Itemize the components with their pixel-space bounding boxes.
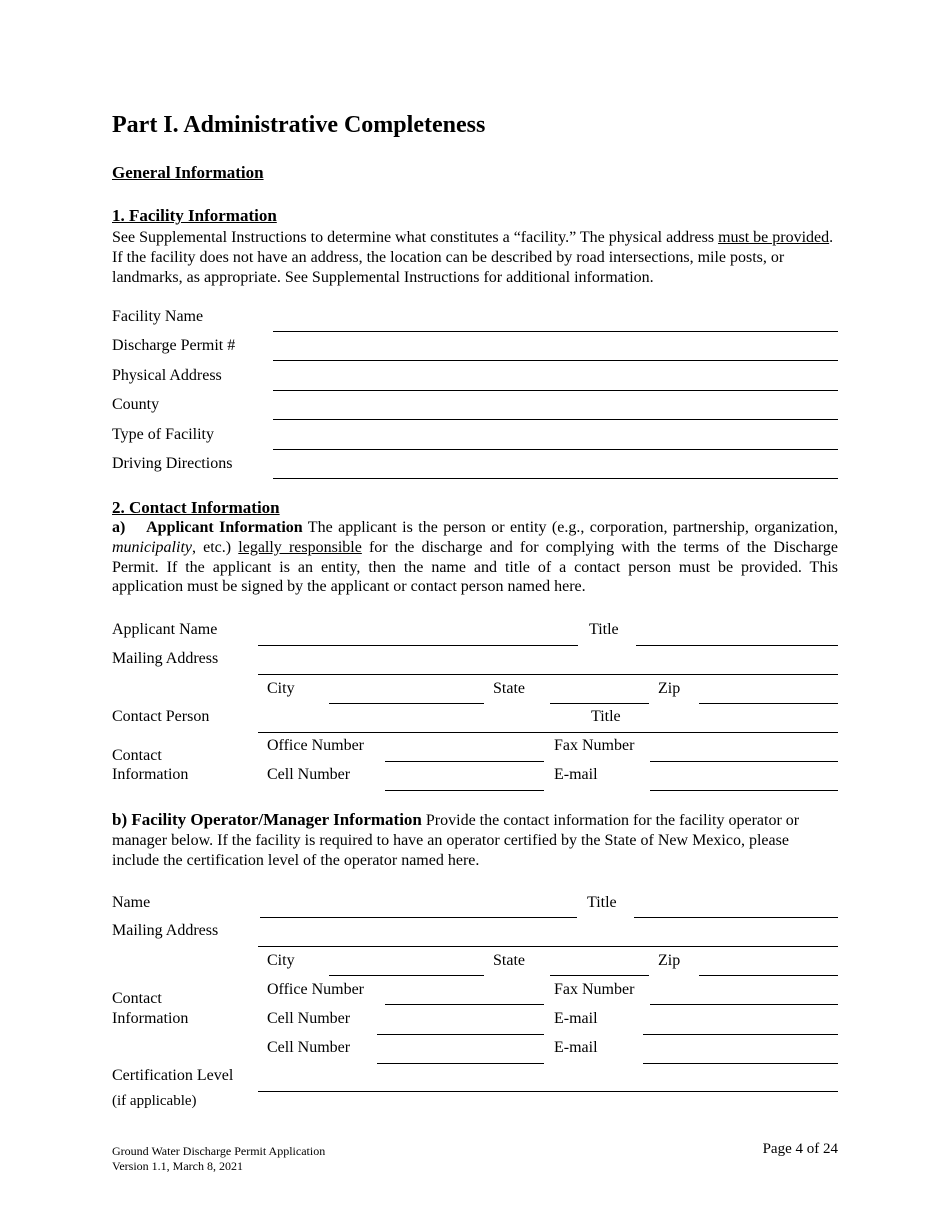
applicant-intro: a) Applicant Information The applicant is the person or entity (e.g., corporation, partnership, organization, municipality, etc.) legally responsible for the discharge and for complying with the terms of the Discharge Permit. If the applicant is an entity, then the name and title of a contact person must be provided. This application must be signed by the applicant or contact person named here. <box>112 519 838 596</box>
applicant-state-field[interactable] <box>550 703 649 704</box>
operator-cell-field-1[interactable] <box>377 1034 544 1035</box>
discharge-permit-label: Discharge Permit # <box>112 337 236 354</box>
county-field[interactable] <box>273 419 838 420</box>
operator-zip-label: Zip <box>658 952 681 969</box>
operator-cell-label-2: Cell Number <box>267 1039 351 1056</box>
facility-name-field[interactable] <box>273 331 838 332</box>
county-label: County <box>112 396 160 413</box>
applicant-name-label: Applicant Name <box>112 621 218 638</box>
certification-note: (if applicable) <box>112 1093 197 1109</box>
operator-title-label: Title <box>587 894 617 911</box>
applicant-fax-label: Fax Number <box>554 737 635 754</box>
operator-mailing-field[interactable] <box>258 946 838 947</box>
applicant-state-label: State <box>493 680 525 697</box>
operator-zip-field[interactable] <box>699 975 838 976</box>
certification-level-label: Certification Level <box>112 1067 234 1084</box>
operator-intro: b) Facility Operator/Manager Information Provide the contact information for the facility operator or manager below. If the facility is required to have an operator certified by the State of New Mexico, please include the certification level of the operator named here. <box>112 810 800 869</box>
applicant-name-field[interactable] <box>258 645 578 646</box>
applicant-contact-info-label: Contact <box>112 747 162 764</box>
operator-fax-label: Fax Number <box>554 981 635 998</box>
physical-address-field[interactable] <box>273 390 838 391</box>
contact-person-label: Contact Person <box>112 708 210 725</box>
applicant-zip-label: Zip <box>658 680 681 697</box>
operator-email-field-2[interactable] <box>643 1063 838 1064</box>
operator-cell-label-1: Cell Number <box>267 1010 351 1027</box>
facility-name-label: Facility Name <box>112 308 204 325</box>
applicant-cell-field[interactable] <box>385 790 544 791</box>
applicant-title-field[interactable] <box>636 645 838 646</box>
applicant-office-field[interactable] <box>385 761 544 762</box>
operator-name-label: Name <box>112 894 151 911</box>
driving-directions-field[interactable] <box>273 478 838 479</box>
applicant-mailing-field[interactable] <box>258 674 838 675</box>
operator-email-label-2: E-mail <box>554 1039 598 1056</box>
operator-name-field[interactable] <box>260 917 577 918</box>
contact-person-field[interactable] <box>258 732 838 733</box>
applicant-mailing-label: Mailing Address <box>112 650 219 667</box>
operator-contact-info-label: Contact <box>112 990 162 1007</box>
section-heading-facility: 1. Facility Information <box>112 206 277 225</box>
driving-directions-label: Driving Directions <box>112 455 233 472</box>
facility-type-field[interactable] <box>273 449 838 450</box>
applicant-cell-label: Cell Number <box>267 766 351 783</box>
operator-state-field[interactable] <box>550 975 649 976</box>
page-title: Part I. Administrative Completeness <box>112 112 486 138</box>
footer-title: Ground Water Discharge Permit Application <box>112 1144 326 1158</box>
operator-office-label: Office Number <box>267 981 364 998</box>
applicant-email-label: E-mail <box>554 766 598 783</box>
operator-city-field[interactable] <box>329 975 484 976</box>
applicant-title-label: Title <box>589 621 619 638</box>
page-number: Page 4 of 24 <box>762 1141 838 1157</box>
applicant-contact-info-label-2: Information <box>112 766 189 783</box>
facility-intro: See Supplemental Instructions to determine what constitutes a “facility.” The physical address must be provided. If the facility does not have an address, the location can be described by road intersections, mile posts, or landmarks, as appropriate. See Supplemental Instructions for additional information. <box>112 229 834 286</box>
applicant-city-field[interactable] <box>329 703 484 704</box>
footer-document-info <box>112 1144 325 1174</box>
operator-title-field[interactable] <box>634 917 838 918</box>
physical-address-label: Physical Address <box>112 367 222 384</box>
operator-email-label-1: E-mail <box>554 1010 598 1027</box>
operator-email-field-1[interactable] <box>643 1034 838 1035</box>
operator-city-label: City <box>267 952 295 969</box>
contact-person-title-label: Title <box>591 708 621 725</box>
certification-level-field[interactable] <box>258 1091 838 1092</box>
applicant-email-field[interactable] <box>650 790 838 791</box>
applicant-city-label: City <box>267 680 295 697</box>
operator-state-label: State <box>493 952 525 969</box>
operator-cell-field-2[interactable] <box>377 1063 544 1064</box>
operator-mailing-label: Mailing Address <box>112 922 219 939</box>
applicant-zip-field[interactable] <box>699 703 838 704</box>
operator-fax-field[interactable] <box>650 1004 838 1005</box>
facility-type-label: Type of Facility <box>112 426 214 443</box>
section-heading-contact: 2. Contact Information <box>112 498 280 517</box>
section-heading-general: General Information <box>112 163 264 182</box>
discharge-permit-field[interactable] <box>273 360 838 361</box>
applicant-office-label: Office Number <box>267 737 364 754</box>
operator-office-field[interactable] <box>385 1004 544 1005</box>
operator-contact-info-label-2: Information <box>112 1010 189 1027</box>
footer-version: Version 1.1, March 8, 2021 <box>112 1159 243 1173</box>
applicant-fax-field[interactable] <box>650 761 838 762</box>
